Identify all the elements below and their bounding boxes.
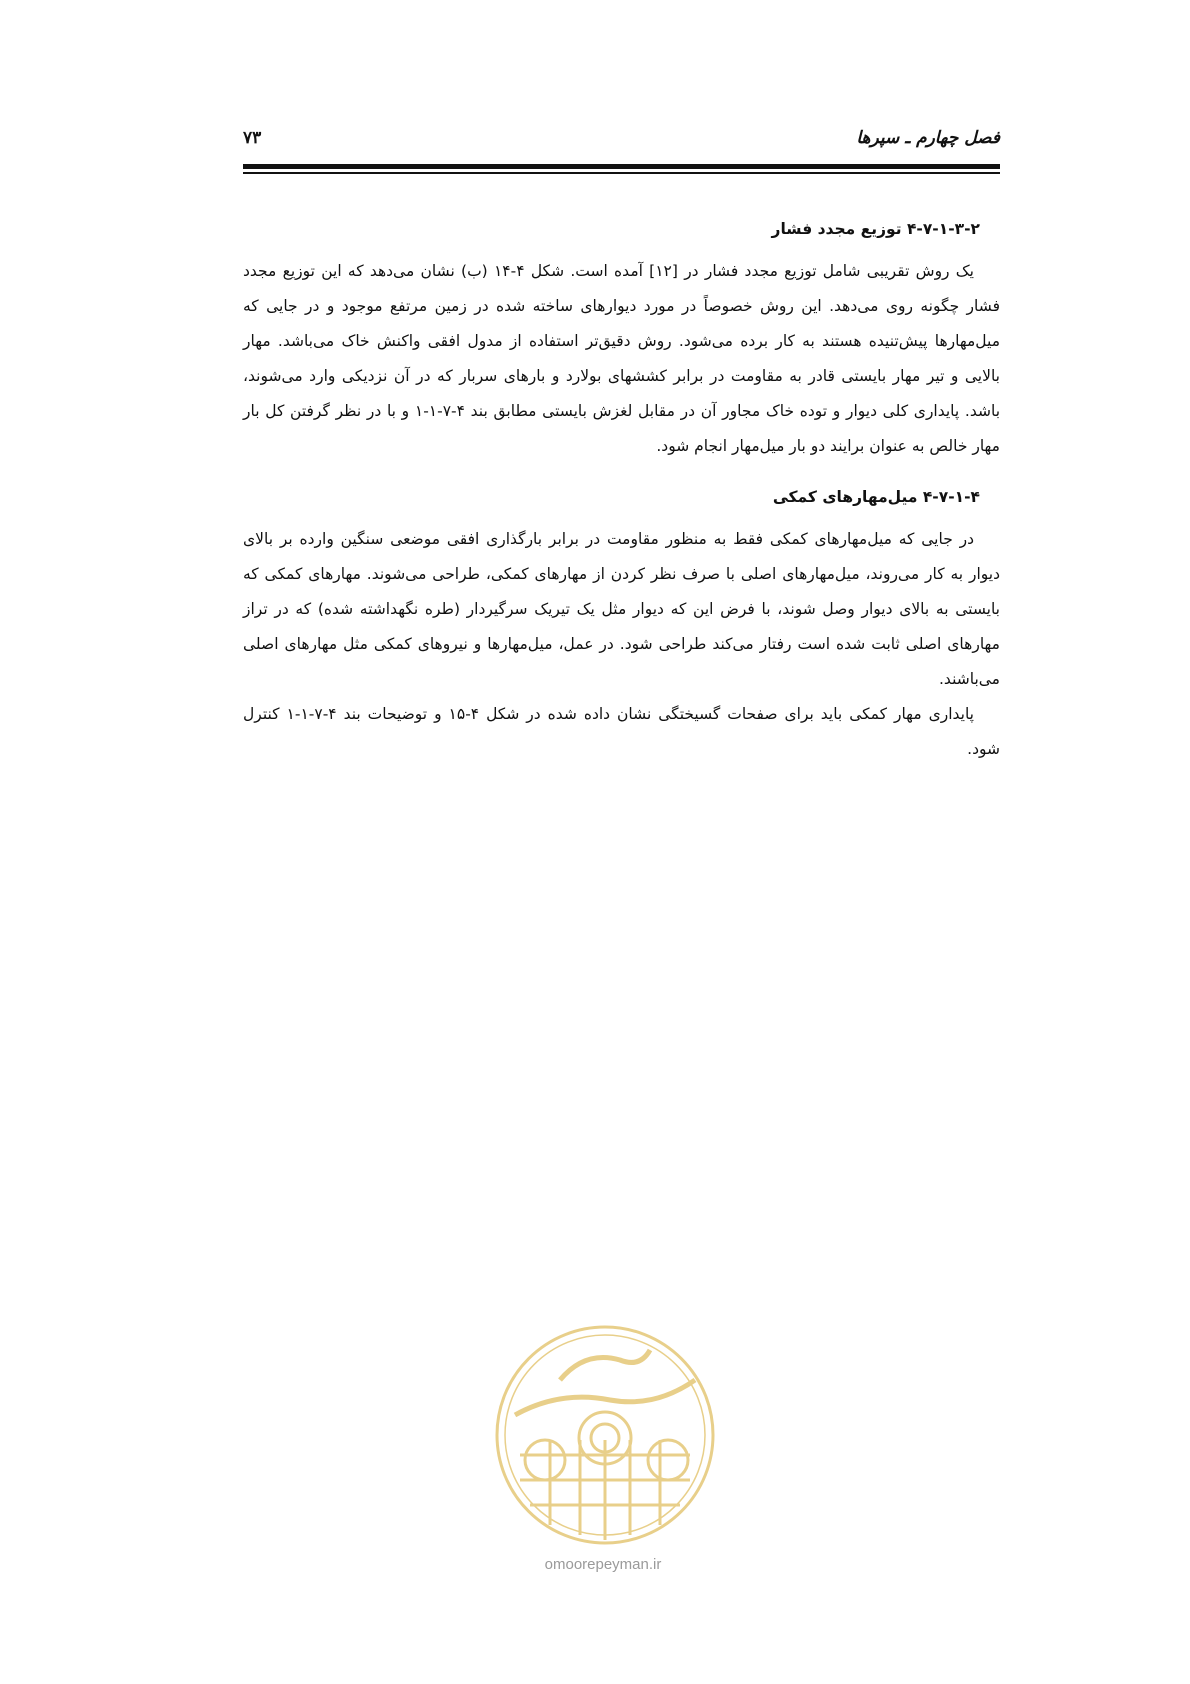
chapter-title: فصل چهارم ـ سپرها	[856, 128, 1000, 148]
header-rule-thick	[243, 164, 1000, 169]
paragraph: پایداری مهار کمکی باید برای صفحات گسیختگی نشان داده شده در شکل ۴-۱۵ و توضیحات بند ۴-۷-۱-۱ کنترل شود.	[243, 705, 1000, 758]
section-heading: ۴-۷-۱-۳-۲ توزیع مجدد فشار	[771, 220, 980, 238]
section	[243, 212, 1000, 464]
paragraph: یک روش تقریبی شامل توزیع مجدد فشار در [۱۲] آمده است. شکل ۴-۱۴ (ب) نشان می‌دهد که این توزیع مجدد فشار چگونه روی می‌دهد. این روش خصوصاً در مورد دیوارهای ساخته شده در زمین مرتفع موجود و در جایی که میل‌مهارها پیش‌تنیده هستند به کار برده می‌شود. روش دقیق‌تر استفاده از مدول افقی واکنش خاک می‌باشد. مهار بالایی و تیر مهار بایستی قادر به مقاومت در برابر کششهای بولارد و بارهای سربار که در آن نزدیکی وارد می‌شوند، باشد. پایداری کلی دیوار و توده خاک مجاور آن در مقابل لغزش بایستی مطابق بند ۴-۷-۱-۱ و با در نظر گرفتن کل بار مهار خالص به عنوان برایند دو بار میل‌مهار انجام شود.	[243, 262, 1001, 455]
header-rule-thin	[243, 172, 1000, 174]
section	[243, 480, 1000, 767]
paragraph: در جایی که میل‌مهارهای کمکی فقط به منظور مقاومت در برابر بارگذاری افقی موضعی سنگین وارده بر بالای دیوار به کار می‌روند، میل‌مهارهای اصلی با صرف نظر کردن از مهارهای کمکی، طراحی می‌شوند. مهارهای کمکی که بایستی به بالای دیوار وصل شوند، با فرض این که دیوار مثل یک تیریک سرگیردار (طره نگهداشته شده) که در تراز مهارهای اصلی ثابت شده است رفتار می‌کند طراحی شود. در عمل، میل‌مهارها و نیروهای کمکی مثل مهارهای اصلی می‌باشند.	[243, 530, 1000, 688]
body-content	[243, 212, 1000, 767]
section-heading: ۴-۷-۱-۴ میل‌مهارهای کمکی	[772, 488, 980, 506]
page-header	[243, 128, 1000, 158]
watermark-logo	[490, 1320, 720, 1550]
page-number: ۷۳	[243, 128, 262, 148]
watermark-url: omoorepeyman.ir	[544, 1556, 662, 1573]
